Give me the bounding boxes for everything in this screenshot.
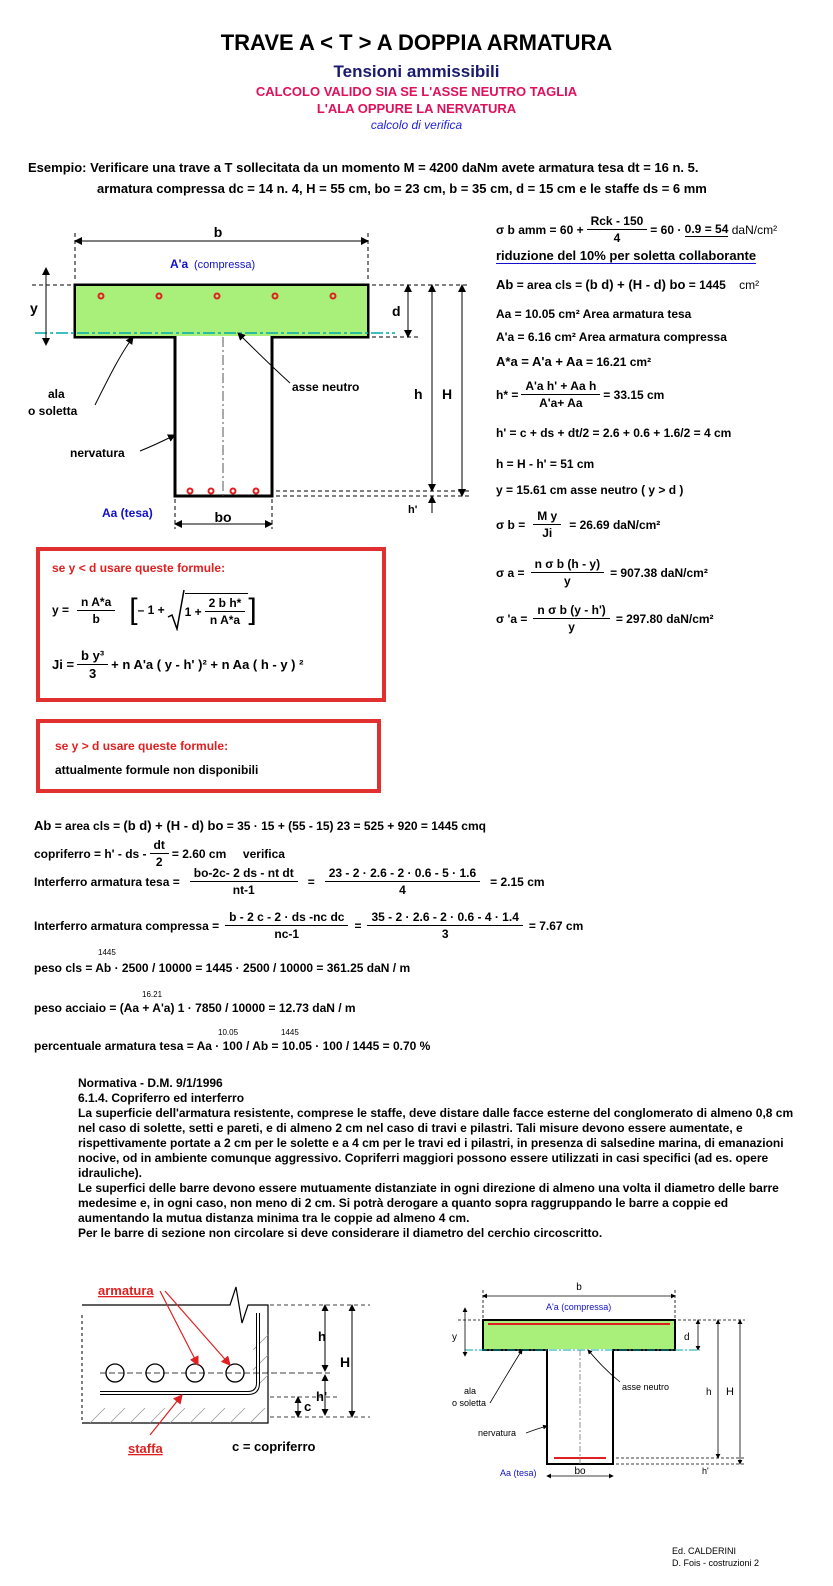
sigma-b-row: σ b = $\frac{\text{M y}}{Ji}$ = 26.69 daN/cm²: [496, 509, 661, 540]
example-line-2: armatura compressa dc = 14 n. 4, H = 55 cm, bo = 23 cm, b = 35 cm, d = 15 cm e le staffe ds = 6 mm: [97, 181, 707, 196]
small-soletta-label: o soletta: [452, 1398, 487, 1408]
asse-neutro-label: asse neutro: [292, 380, 360, 394]
dim-b-label: b: [213, 224, 223, 240]
calc-peso-acciaio-sup: 16.21: [142, 990, 163, 999]
dim-H-label: H: [442, 386, 453, 402]
aa-tesa-label: Aa (tesa): [102, 506, 153, 520]
calc-peso-cls-sup: 1445: [98, 948, 116, 957]
dim-bo-label: bo: [214, 509, 232, 525]
validity-note-1: CALCOLO VALIDO SIA SE L'ASSE NEUTRO TAGLIA: [255, 84, 578, 99]
calc-perc-sup-2: 1445: [281, 1028, 299, 1037]
dim2-H-label: H: [340, 1354, 351, 1370]
small-asse-neutro-label: asse neutro: [622, 1382, 670, 1392]
small-aprime-label: A'a (compressa): [546, 1302, 612, 1312]
aprime-label: A'a: [170, 257, 189, 271]
small-ala-label: ala: [464, 1386, 477, 1396]
copriferro-detail-diagram: [70, 1275, 390, 1475]
box1-ji-formula: Ji = $\frac{\text{b y³}}{3}$ + n A'a ( y - h' )² + n Aa ( h - y ) ²: [52, 648, 304, 681]
calc-peso-cls-row: peso cls = Ab · 2500 / 10000 = 1445 · 2500 / 10000 = 361.25 daN / m: [34, 961, 411, 975]
small-aa-tesa-label: Aa (tesa): [500, 1468, 537, 1478]
signature-author: D. Fois - costruzioni 2: [672, 1558, 760, 1568]
t-beam-section-diagram: [0, 215, 480, 530]
hstar-row: h* = $\frac{\text{A'a h' + Aa h}}{A'a+ Aa}$ = 33.15 cm: [496, 379, 665, 410]
page-subtitle: Tensioni ammissibili: [333, 62, 500, 81]
calc-percentuale-row: percentuale armatura tesa = Aa · 100 / Ab = 10.05 · 100 / 1445 = 0.70 %: [34, 1039, 431, 1053]
normativa-paragraph-3: Per le barre di sezione non circolare si deve considerare il diametro del cerchio circoscritto.: [78, 1226, 603, 1240]
dim-y-label: y: [30, 300, 38, 316]
small-dim-d-label: d: [684, 1332, 690, 1343]
page-title: TRAVE A < T > A DOPPIA ARMATURA: [220, 30, 613, 55]
t-beam-small-diagram: [440, 1278, 760, 1488]
calc-perc-sup-1: 10.05: [218, 1028, 239, 1037]
h-row: h = H - h' = 51 cm: [496, 457, 595, 471]
calc-ab-row: Ab = area cls = (b d) + (H - d) bo = 35 · 15 + (55 - 15) 23 = 525 + 920 = 1445 cmq: [34, 818, 486, 833]
ala-label: ala: [48, 387, 65, 401]
dim-d-label: d: [392, 303, 401, 319]
dim2-c-label: c: [304, 1399, 312, 1414]
sigma-prime-a-row: σ 'a = $\frac{\text{n σ b (y - h')}}{y}$ = 297.80 daN/cm²: [496, 603, 714, 634]
aprime-area-row: A'a = 6.16 cm² Area armatura compressa: [496, 330, 727, 344]
compressa-label: (compressa): [194, 259, 256, 271]
small-dim-bo-label: bo: [574, 1466, 586, 1477]
small-nervatura-label: nervatura: [478, 1428, 517, 1438]
formula-box-y-greater-d: [36, 719, 381, 793]
aa-area-row: Aa = 10.05 cm² Area armatura tesa: [496, 307, 692, 321]
normativa-paragraph-2: Le superfici delle barre devono essere mutuamente distanziate in ogni direzione di almeno una volta il diametro delle barre medesime e, in ogni caso, non meno di 2 cm. Si potrà derogare a quanto sopra raggruppando le barre a coppie ed aumentando la mutua distanza minima tra le coppie ad almeno 4 cm.: [78, 1181, 779, 1225]
signature-publisher: Ed. CALDERINI: [672, 1546, 737, 1556]
nervatura-label: nervatura: [70, 446, 125, 460]
sigma-amm-row: σ b amm = 60 + $\frac{\text{Rck - 150}}{4}$ = 60 · 0.9 = 54 daN/cm²: [496, 214, 778, 245]
calc-peso-acciaio-row: peso acciaio = (Aa + A'a) 1 · 7850 / 10000 = 12.73 daN / m: [34, 1001, 356, 1015]
example-line-1: Esempio: Verificare una trave a T sollecitata da un momento M = 4200 daNm avete armatura tesa dt = 16 n. 5.: [28, 160, 699, 175]
astar-row: A*a = A'a + Aa = 16.21 cm²: [496, 354, 652, 369]
calc-interferro-compressa-row: Interferro armatura compressa = $\frac{\text{b - 2 c - 2 · ds -nc dc}}{nc-1}$ = $\frac{35 - 2 \cdot 2.6 - 2 \cdot 0.6 - 4 \cdot 1.4}{3}$ = 7.67 cm: [34, 910, 584, 941]
validity-note-2: L'ALA OPPURE LA NERVATURA: [316, 101, 517, 116]
small-dim-h-label: h: [706, 1387, 712, 1398]
hprime-row: h' = c + ds + dt/2 = 2.6 + 0.6 + 1.6/2 = 4 cm: [496, 426, 732, 440]
y-row: y = 15.61 cm asse neutro ( y > d ): [496, 483, 684, 497]
small-dim-b-label: b: [576, 1282, 582, 1293]
dim-hprime-label: h': [408, 504, 418, 516]
verification-note: calcolo di verifica: [370, 118, 463, 132]
dim-h-label: h: [414, 386, 423, 402]
calc-copriferro-row: copriferro = h' - ds - $\frac{dt}{2}$ = 2.60 cm verifica: [34, 838, 285, 869]
ab-area-row: Ab = area cls = (b d) + (H - d) bo = 1445 cm²: [496, 277, 760, 292]
box2-heading: se y > d usare queste formule:: [55, 739, 229, 753]
normativa-paragraph-1: La superficie dell'armatura resistente, comprese le staffe, deve distare dalle facce esterne del conglomerato di almeno 0,8 cm nel caso di solette, setti e pareti, e di almeno 2 cm nel caso di travi e pilastri. Tali misure devono essere aumentate, e rispettivamente portate a 2 cm per le solette e a 4 cm per le travi ed i pilastri, in presenza di salsedine marina, di emanazioni nocive, od in ambiente comunque aggressivo. Copriferri maggiori possono essere utilizzati in casi specifici (ad es. opere idrauliche).: [78, 1106, 794, 1180]
normativa-section: 6.1.4. Copriferro ed interferro: [78, 1091, 245, 1105]
compressed-slab: [76, 286, 367, 336]
copriferro-def-label: c = copriferro: [232, 1439, 316, 1454]
calc-interferro-tesa-row: Interferro armatura tesa = $\frac{\text{bo-2c- 2 ds - nt dt}}{nt-1}$ = $\frac{23 - 2 \cdot 2.6 - 2 \cdot 0.6 - 5 \cdot 1.6}{4}$ = 2.15 cm: [34, 866, 545, 897]
box2-text: attualmente formule non disponibili: [55, 763, 259, 777]
small-dim-hprime-label: h': [702, 1466, 709, 1476]
staffa-label: staffa: [128, 1441, 163, 1456]
dim2-hprime-label: h': [316, 1389, 328, 1404]
soletta-label: o soletta: [28, 404, 78, 418]
small-dim-y-label: y: [452, 1332, 457, 1343]
dim2-h-label: h: [318, 1329, 326, 1344]
normativa-title: Normativa - D.M. 9/1/1996: [78, 1076, 223, 1090]
riduzione-note: riduzione del 10% per soletta collaborante: [496, 248, 757, 263]
sigma-a-row: σ a = $\frac{\text{n σ b (h - y)}}{y}$ = 907.38 daN/cm²: [496, 557, 708, 588]
box1-y-formula: y = $\frac{\text{n A*a}}{b}$ [ – 1 + 1 + $\frac{\text{2 b h*}}{\text{n A*a}}$ ]: [52, 589, 257, 631]
normativa-block: [78, 1076, 798, 1241]
armatura-label: armatura: [98, 1283, 154, 1298]
box1-heading: se y < d usare queste formule:: [52, 561, 226, 575]
small-dim-H-label: H: [726, 1386, 734, 1398]
